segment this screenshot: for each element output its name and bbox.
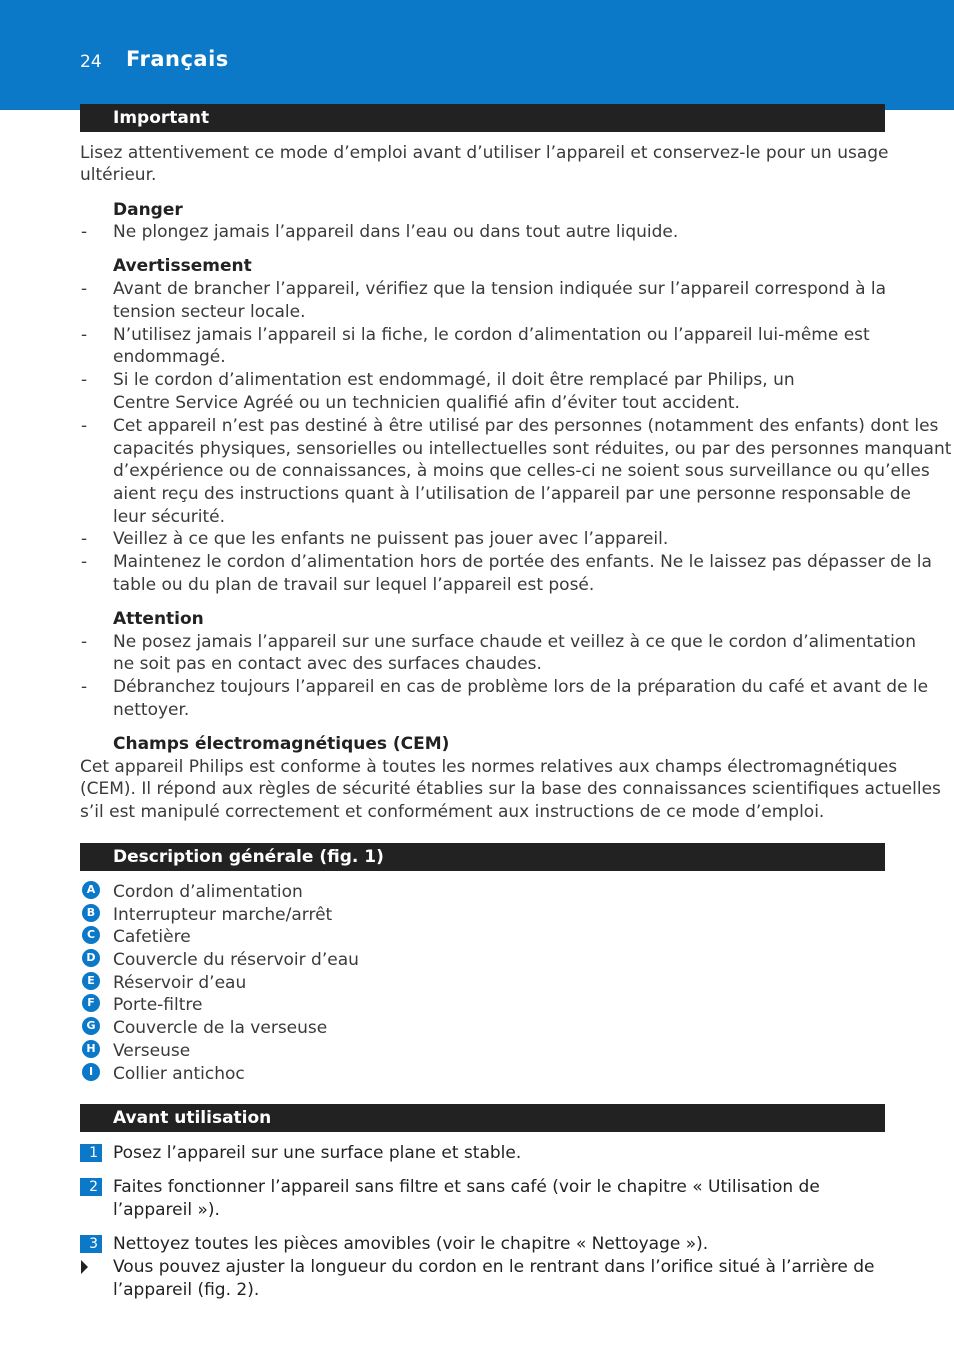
attention-line: nettoyer. <box>113 700 190 720</box>
warning-heading: Avertissement <box>113 256 252 276</box>
bullet-dash: - <box>81 416 88 436</box>
warning-line: Cet appareil n’est pas destiné à être utilisé par des personnes (notamment des enfants) dont les <box>113 416 939 436</box>
part-label: Collier antichoc <box>113 1064 245 1084</box>
warning-line: Centre Service Agréé ou un technicien qualifié afin d’éviter tout accident. <box>113 393 740 413</box>
letter-badge-g: G <box>82 1017 100 1035</box>
attention-line: Ne posez jamais l’appareil sur une surface chaude et veillez à ce que le cordon d’alimentation <box>113 632 916 652</box>
warning-line: Avant de brancher l’appareil, vérifiez que la tension indiquée sur l’appareil correspond à la <box>113 279 887 299</box>
letter-badge-d: D <box>82 949 100 967</box>
letter-badge-c: C <box>82 926 100 944</box>
bullet-dash: - <box>81 529 88 549</box>
step-line: l’appareil »). <box>113 1200 220 1220</box>
warning-line: table ou du plan de travail sur lequel l’appareil est posé. <box>113 575 595 595</box>
section-important: Important <box>80 104 885 132</box>
note-triangle-icon <box>81 1260 88 1274</box>
header-bar <box>0 0 954 110</box>
step-line: Posez l’appareil sur une surface plane et stable. <box>113 1143 522 1163</box>
section-before-use: Avant utilisation <box>80 1104 885 1132</box>
warning-line: N’utilisez jamais l’appareil si la fiche, le cordon d’alimentation ou l’appareil lui-même est <box>113 325 870 345</box>
step-number-2: 2 <box>80 1178 102 1196</box>
bullet-dash: - <box>81 632 88 652</box>
language-title: Français <box>126 47 229 71</box>
danger-heading: Danger <box>113 200 183 220</box>
bullet-dash: - <box>81 222 88 242</box>
warning-line: d’expérience ou de connaissances, à moins que celles-ci ne soient sous surveillance ou qu’elles <box>113 461 930 481</box>
step-line: Faites fonctionner l’appareil sans filtre et sans café (voir le chapitre « Utilisation de <box>113 1177 820 1197</box>
warning-line: tension secteur locale. <box>113 302 306 322</box>
part-label: Porte-filtre <box>113 995 203 1015</box>
emf-line: s’il est manipulé correctement et conformément aux instructions de ce mode d’emploi. <box>80 802 825 822</box>
step-number-3: 3 <box>80 1235 102 1253</box>
bullet-dash: - <box>81 677 88 697</box>
emf-line: (CEM). Il répond aux règles de sécurité établies sur la base des connaissances scientifiques actuelles <box>80 779 941 799</box>
part-label: Verseuse <box>113 1041 191 1061</box>
attention-line: ne soit pas en contact avec des surfaces chaudes. <box>113 654 542 674</box>
letter-badge-b: B <box>82 904 100 922</box>
note-line: Vous pouvez ajuster la longueur du cordon en le rentrant dans l’orifice situé à l’arrière de <box>113 1257 875 1277</box>
part-label: Cafetière <box>113 927 191 947</box>
attention-heading: Attention <box>113 609 204 629</box>
intro-line-2: ultérieur. <box>80 165 157 185</box>
attention-line: Débranchez toujours l’appareil en cas de problème lors de la préparation du café et avant de le <box>113 677 929 697</box>
part-label: Couvercle de la verseuse <box>113 1018 328 1038</box>
intro-line-1: Lisez attentivement ce mode d’emploi avant d’utiliser l’appareil et conservez-le pour un usage <box>80 143 889 163</box>
letter-badge-a: A <box>82 881 100 899</box>
emf-heading: Champs électromagnétiques (CEM) <box>113 734 450 754</box>
step-line: Nettoyez toutes les pièces amovibles (voir le chapitre « Nettoyage »). <box>113 1234 709 1254</box>
warning-line: endommagé. <box>113 347 226 367</box>
warning-line: capacités physiques, sensorielles ou intellectuelles sont réduites, ou par des personnes manquant <box>113 439 952 459</box>
danger-item: Ne plongez jamais l’appareil dans l’eau ou dans tout autre liquide. <box>113 222 679 242</box>
note-line: l’appareil (fig. 2). <box>113 1280 260 1300</box>
warning-line: leur sécurité. <box>113 507 226 527</box>
warning-line: aient reçu des instructions quant à l’utilisation de l’appareil par une personne responsable de <box>113 484 911 504</box>
letter-badge-f: F <box>82 994 100 1012</box>
part-label: Cordon d’alimentation <box>113 882 303 902</box>
emf-line: Cet appareil Philips est conforme à toutes les normes relatives aux champs électromagnétiques <box>80 757 898 777</box>
letter-badge-h: H <box>82 1040 100 1058</box>
bullet-dash: - <box>81 325 88 345</box>
warning-line: Maintenez le cordon d’alimentation hors de portée des enfants. Ne le laissez pas dépasser de la <box>113 552 932 572</box>
letter-badge-i: I <box>82 1063 100 1081</box>
bullet-dash: - <box>81 279 88 299</box>
bullet-dash: - <box>81 370 88 390</box>
section-description: Description générale (fig. 1) <box>80 843 885 871</box>
part-label: Réservoir d’eau <box>113 973 247 993</box>
letter-badge-e: E <box>82 972 100 990</box>
warning-line: Si le cordon d’alimentation est endommagé, il doit être remplacé par Philips, un <box>113 370 795 390</box>
page-number: 24 <box>80 52 102 72</box>
warning-line: Veillez à ce que les enfants ne puissent pas jouer avec l’appareil. <box>113 529 669 549</box>
step-number-1: 1 <box>80 1144 102 1162</box>
part-label: Interrupteur marche/arrêt <box>113 905 333 925</box>
part-label: Couvercle du réservoir d’eau <box>113 950 359 970</box>
bullet-dash: - <box>81 552 88 572</box>
